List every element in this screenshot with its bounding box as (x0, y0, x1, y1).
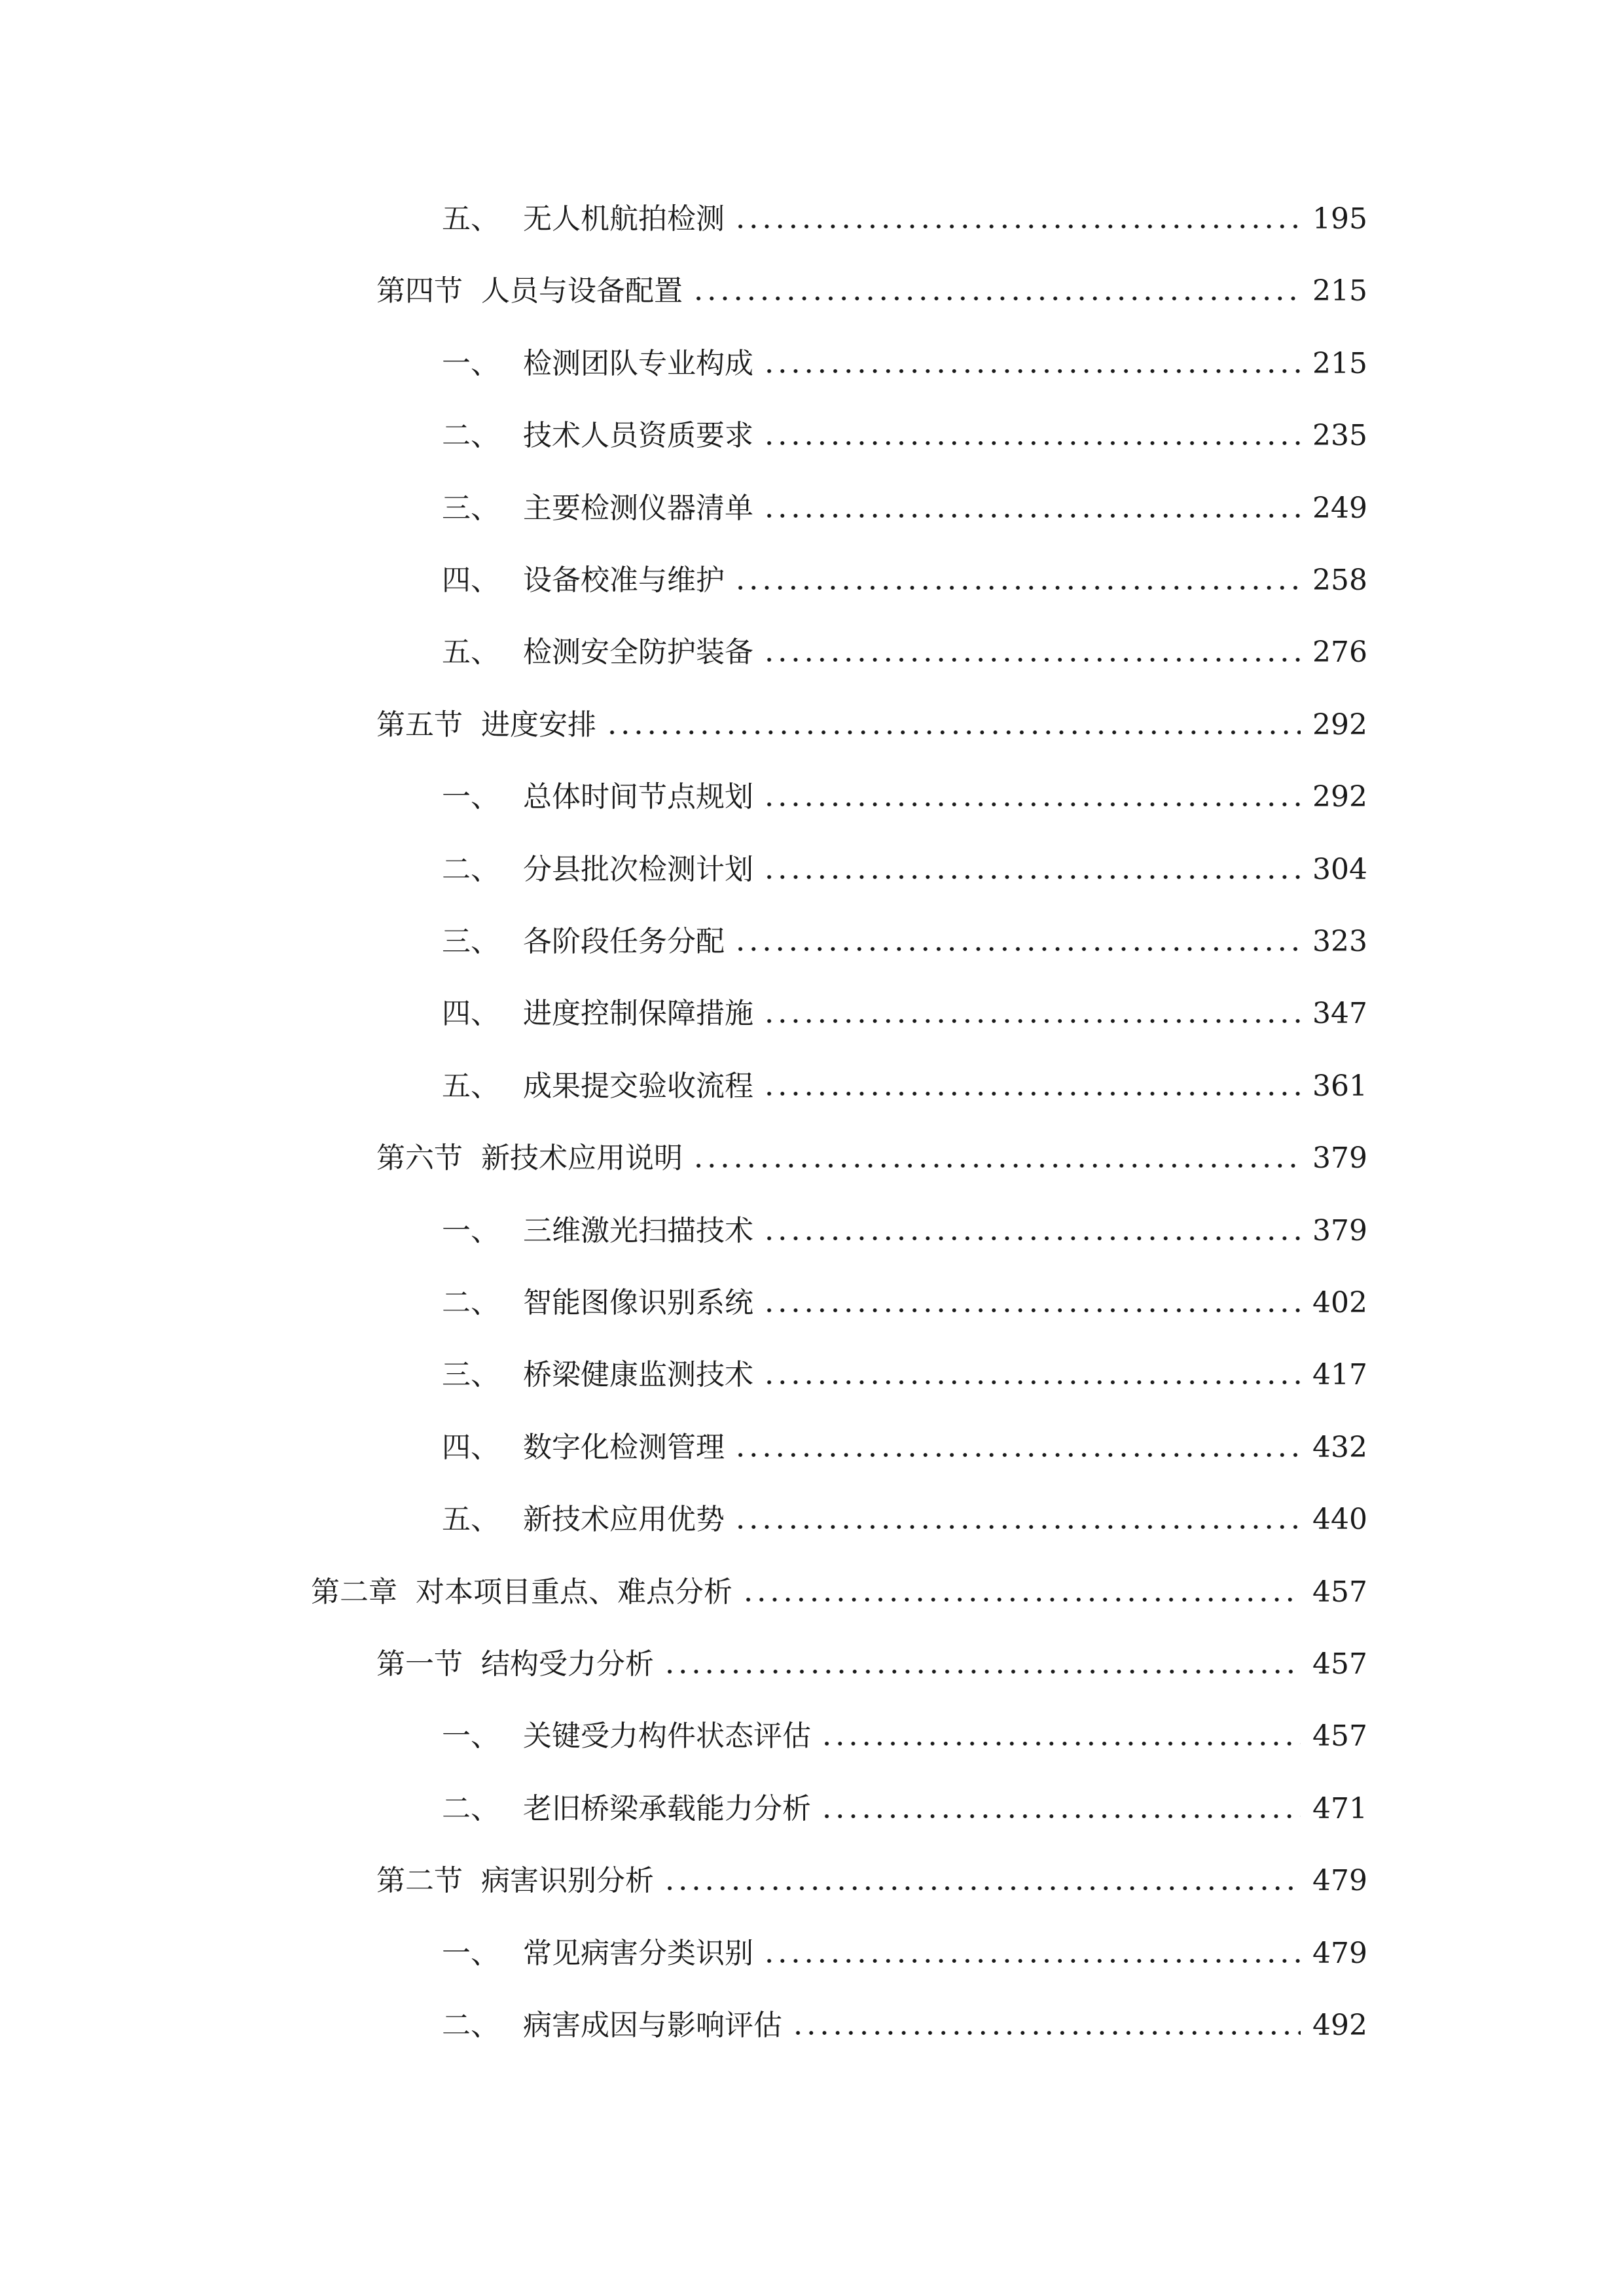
toc-entry-page-number: 457 (1312, 1647, 1367, 1681)
toc-entry-title: 结构受力分析 (481, 1647, 654, 1681)
toc-entry-number: 二、 (442, 1792, 499, 1825)
toc-dot-leader (692, 295, 1301, 302)
toc-dot-leader (820, 1813, 1301, 1820)
toc-dot-leader (763, 440, 1301, 446)
toc-dot-leader (734, 946, 1301, 952)
toc-entry[interactable] (442, 410, 1367, 462)
toc-dot-leader (742, 1596, 1301, 1603)
toc-entry-title: 数字化检测管理 (523, 1431, 725, 1464)
toc-dot-leader (763, 1379, 1301, 1386)
toc-dot-leader (734, 584, 1301, 591)
toc-entry[interactable] (442, 844, 1367, 896)
toc-entry-title: 病害成因与影响评估 (523, 2009, 782, 2042)
toc-entry[interactable] (442, 771, 1367, 823)
toc-entry-title: 智能图像识别系统 (523, 1286, 753, 1319)
toc-entry-page-number: 417 (1312, 1358, 1367, 1391)
toc-entry-title: 进度控制保障措施 (523, 997, 753, 1030)
toc-entry-title: 成果提交验收流程 (523, 1069, 753, 1103)
toc-entry-title: 三维激光扫描技术 (523, 1214, 753, 1247)
toc-entry[interactable] (376, 1638, 1367, 1691)
toc-entry-page-number: 457 (1312, 1575, 1367, 1609)
toc-dot-leader (763, 1018, 1301, 1024)
toc-entry-page-number: 457 (1312, 1719, 1367, 1753)
toc-entry-title: 检测团队专业构成 (523, 347, 753, 380)
toc-entry[interactable] (311, 1566, 1367, 1619)
toc-entry-page-number: 258 (1312, 564, 1367, 597)
toc-entry[interactable] (442, 1060, 1367, 1113)
toc-entry-number: 一、 (442, 347, 499, 380)
toc-dot-leader (734, 1452, 1301, 1458)
toc-entry-number: 五、 (442, 1069, 499, 1103)
toc-entry-page-number: 402 (1312, 1286, 1367, 1319)
toc-entry-number: 三、 (442, 1358, 499, 1391)
toc-entry-number: 一、 (442, 1719, 499, 1753)
toc-entry-page-number: 471 (1312, 1792, 1367, 1825)
toc-entry-number: 二、 (442, 1286, 499, 1319)
toc-entry-page-number: 479 (1312, 1864, 1367, 1897)
toc-entry-page-number: 347 (1312, 997, 1367, 1030)
toc-entry-title: 老旧桥梁承载能力分析 (523, 1792, 811, 1825)
toc-entry-number: 第五节 (376, 708, 463, 742)
toc-entry[interactable] (376, 699, 1367, 751)
toc-dot-leader (791, 2030, 1301, 2036)
toc-entry-page-number: 304 (1312, 853, 1367, 886)
toc-entry-page-number: 276 (1312, 636, 1367, 669)
toc-entry-page-number: 479 (1312, 1937, 1367, 1970)
toc-entry-page-number: 361 (1312, 1069, 1367, 1103)
toc-entry-page-number: 249 (1312, 492, 1367, 525)
toc-entry[interactable] (376, 1132, 1367, 1185)
toc-dot-leader (763, 512, 1301, 519)
toc-entry-title: 人员与设备配置 (481, 274, 683, 308)
toc-entry-page-number: 492 (1312, 2009, 1367, 2042)
toc-entry-number: 五、 (442, 202, 499, 236)
toc-entry-title: 主要检测仪器清单 (523, 492, 753, 525)
toc-entry-title: 总体时间节点规划 (523, 780, 753, 814)
toc-entry-page-number: 323 (1312, 925, 1367, 958)
toc-entry-number: 一、 (442, 780, 499, 814)
toc-entry[interactable] (442, 1928, 1367, 1980)
toc-entry[interactable] (442, 1277, 1367, 1329)
toc-entry-page-number: 215 (1312, 347, 1367, 380)
toc-dot-leader (663, 1885, 1301, 1892)
toc-entry-number: 第二节 (376, 1864, 463, 1897)
toc-entry-number: 二、 (442, 419, 499, 452)
toc-entry-number: 五、 (442, 636, 499, 669)
toc-entry-number: 三、 (442, 492, 499, 525)
toc-entry-title: 新技术应用说明 (481, 1141, 683, 1175)
toc-entry-number: 第六节 (376, 1141, 463, 1175)
toc-dot-leader (734, 1524, 1301, 1530)
toc-entry[interactable] (442, 916, 1367, 968)
toc-entry[interactable] (442, 1205, 1367, 1257)
toc-entry-title: 各阶段任务分配 (523, 925, 725, 958)
toc-dot-leader (734, 223, 1301, 230)
toc-entry-title: 进度安排 (481, 708, 596, 742)
toc-entry[interactable] (442, 482, 1367, 535)
toc-dot-leader (763, 656, 1301, 663)
toc-entry-page-number: 292 (1312, 780, 1367, 814)
toc-entry[interactable] (442, 1494, 1367, 1546)
toc-dot-leader (763, 1090, 1301, 1097)
toc-entry-number: 第四节 (376, 274, 463, 308)
toc-entry-page-number: 215 (1312, 274, 1367, 308)
toc-entry[interactable] (442, 988, 1367, 1040)
toc-entry[interactable] (376, 1855, 1367, 1907)
toc-entry-page-number: 195 (1312, 202, 1367, 236)
toc-dot-leader (692, 1162, 1301, 1169)
toc-entry-page-number: 379 (1312, 1141, 1367, 1175)
toc-entry-number: 五、 (442, 1503, 499, 1536)
toc-entry-number: 四、 (442, 1431, 499, 1464)
toc-dot-leader (763, 874, 1301, 880)
toc-entry-number: 第二章 (311, 1575, 397, 1609)
toc-entry[interactable] (442, 338, 1367, 390)
toc-entry-title: 对本项目重点、难点分析 (416, 1575, 732, 1609)
toc-entry[interactable] (376, 265, 1367, 317)
toc-entry-title: 检测安全防护装备 (523, 636, 753, 669)
toc-entry[interactable] (442, 193, 1367, 245)
toc-entry-title: 技术人员资质要求 (523, 419, 753, 452)
toc-entry-number: 第一节 (376, 1647, 463, 1681)
toc-entry-number: 四、 (442, 997, 499, 1030)
toc-entry[interactable] (442, 1422, 1367, 1474)
toc-entry-title: 桥梁健康监测技术 (523, 1358, 753, 1391)
toc-entry[interactable] (442, 1710, 1367, 1763)
toc-entry-page-number: 432 (1312, 1431, 1367, 1464)
toc-dot-leader (763, 1958, 1301, 1964)
toc-entry-page-number: 292 (1312, 708, 1367, 742)
toc-dot-leader (763, 801, 1301, 808)
toc-entry[interactable] (442, 626, 1367, 679)
toc-entry-title: 关键受力构件状态评估 (523, 1719, 811, 1753)
toc-dot-leader (763, 368, 1301, 374)
toc-entry-number: 二、 (442, 2009, 499, 2042)
toc-entry[interactable] (442, 2000, 1367, 2052)
toc-entry-title: 新技术应用优势 (523, 1503, 725, 1536)
toc-entry[interactable] (442, 1783, 1367, 1835)
toc-entry-number: 二、 (442, 853, 499, 886)
toc-entry[interactable] (442, 554, 1367, 607)
toc-entry-title: 无人机航拍检测 (523, 202, 725, 236)
toc-dot-leader (763, 1235, 1301, 1242)
toc-entry-number: 三、 (442, 925, 499, 958)
toc-entry-number: 四、 (442, 564, 499, 597)
toc-entry-page-number: 440 (1312, 1503, 1367, 1536)
toc-dot-leader (663, 1668, 1301, 1675)
toc-entry-title: 设备校准与维护 (523, 564, 725, 597)
toc-entry[interactable] (442, 1349, 1367, 1401)
toc-dot-leader (820, 1740, 1301, 1747)
toc-entry-number: 一、 (442, 1937, 499, 1970)
toc-dot-leader (763, 1307, 1301, 1314)
toc-dot-leader (605, 729, 1301, 736)
toc-entry-number: 一、 (442, 1214, 499, 1247)
toc-entry-title: 常见病害分类识别 (523, 1937, 753, 1970)
toc-entry-page-number: 235 (1312, 419, 1367, 452)
toc-entry-title: 病害识别分析 (481, 1864, 654, 1897)
toc-entry-page-number: 379 (1312, 1214, 1367, 1247)
toc-entry-title: 分县批次检测计划 (523, 853, 753, 886)
